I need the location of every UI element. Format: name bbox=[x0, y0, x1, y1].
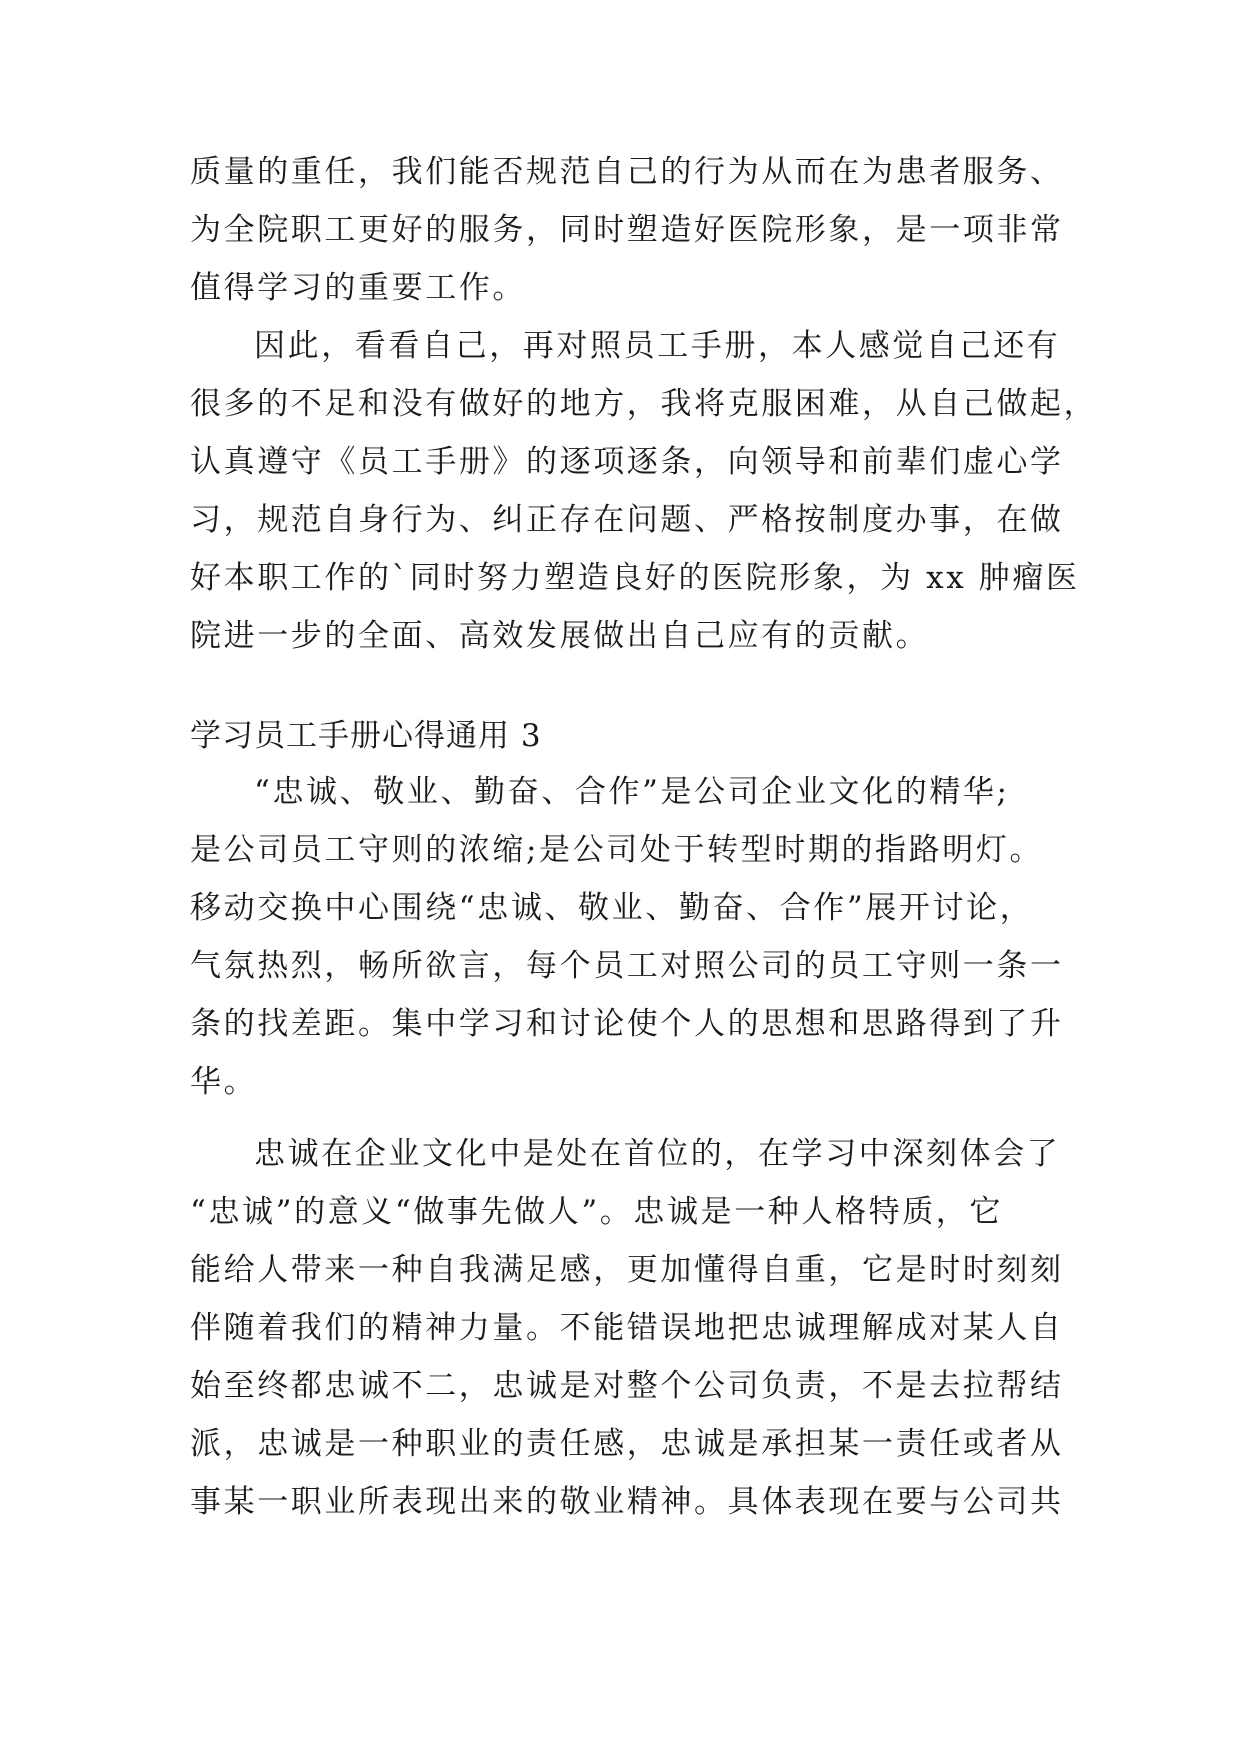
text-line: 忠诚在企业文化中是处在首位的，在学习中深刻体会了 bbox=[254, 1136, 1061, 1172]
text-line: 习，规范自身行为、纠正存在问题、严格按制度办事，在做 bbox=[190, 502, 1064, 538]
text-line: 条的找差距。集中学习和讨论使个人的思想和思路得到了升 bbox=[190, 1006, 1064, 1042]
section-title: 学习员工手册心得通用 3 bbox=[190, 718, 542, 754]
text-line: 很多的不足和没有做好的地方，我将克服困难，从自己做起， bbox=[190, 386, 1098, 422]
text-line: 院进一步的全面、高效发展做出自己应有的贡献。 bbox=[190, 618, 930, 654]
text-line: 质量的重任，我们能否规范自己的行为从而在为患者服务、 bbox=[190, 154, 1064, 190]
text-line: “忠诚”的意义“做事先做人”。忠诚是一种人格特质，它 bbox=[190, 1194, 1003, 1230]
text-line: 始至终都忠诚不二，忠诚是对整个公司负责，不是去拉帮结 bbox=[190, 1368, 1064, 1404]
text-line: 伴随着我们的精神力量。不能错误地把忠诚理解成对某人自 bbox=[190, 1310, 1064, 1346]
text-line: 认真遵守《员工手册》的逐项逐条，向领导和前辈们虚心学 bbox=[190, 444, 1064, 480]
text-line: 为全院职工更好的服务，同时塑造好医院形象，是一项非常 bbox=[190, 212, 1064, 248]
text-line: 能给人带来一种自我满足感，更加懂得自重，它是时时刻刻 bbox=[190, 1252, 1064, 1288]
text-line: 事某一职业所表现出来的敬业精神。具体表现在要与公司共 bbox=[190, 1484, 1064, 1520]
text-line: 华。 bbox=[190, 1064, 258, 1100]
text-line: 是公司员工守则的浓缩;是公司处于转型时期的指路明灯。 bbox=[190, 832, 1044, 868]
text-line: “忠诚、敬业、勤奋、合作”是公司企业文化的精华; bbox=[254, 774, 1010, 810]
text-line: 值得学习的重要工作。 bbox=[190, 270, 526, 306]
text-line: 因此，看看自己，再对照员工手册，本人感觉自己还有 bbox=[254, 328, 1061, 364]
text-line: 移动交换中心围绕“忠诚、敬业、勤奋、合作”展开讨论， bbox=[190, 890, 1034, 926]
text-line: 好本职工作的`同时努力塑造良好的医院形象，为 xx 肿瘤医 bbox=[190, 560, 1080, 596]
text-line: 气氛热烈，畅所欲言，每个员工对照公司的员工守则一条一 bbox=[190, 948, 1064, 984]
text-line: 派，忠诚是一种职业的责任感，忠诚是承担某一责任或者从 bbox=[190, 1426, 1064, 1462]
